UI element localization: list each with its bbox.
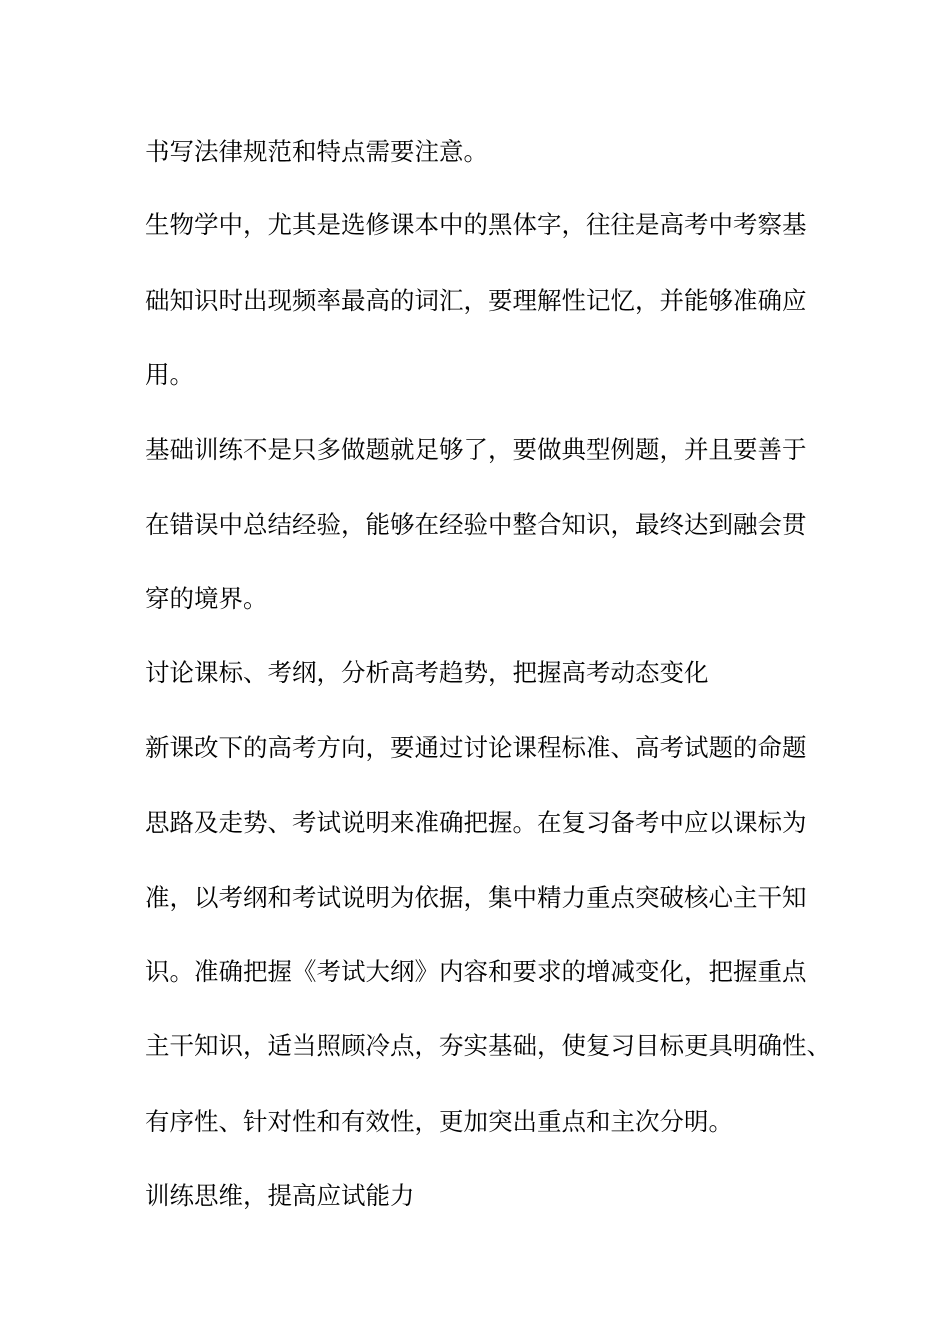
text-line: 有序性、针对性和有效性，更加突出重点和主次分明。 <box>145 1107 733 1136</box>
text-line: 基础训练不是只多做题就足够了，要做典型例题，并且要善于 <box>145 435 807 464</box>
section-heading: 训练思维，提高应试能力 <box>145 1181 415 1210</box>
text-line: 在错误中总结经验，能够在经验中整合知识，最终达到融会贯 <box>145 510 807 539</box>
text-line: 穿的境界。 <box>145 584 268 613</box>
text-line: 书写法律规范和特点需要注意。 <box>145 137 488 166</box>
text-line: 主干知识，适当照顾冷点，夯实基础，使复习目标更具明确性、 <box>145 1031 831 1060</box>
text-line: 生物学中，尤其是选修课本中的黑体字，往往是高考中考察基 <box>145 210 807 239</box>
text-line: 础知识时出现频率最高的词汇，要理解性记忆，并能够准确应 <box>145 286 807 315</box>
text-line: 准，以考纲和考试说明为依据，集中精力重点突破核心主干知 <box>145 883 807 912</box>
text-line: 用。 <box>145 360 194 389</box>
text-line: 识。准确把握《考试大纲》内容和要求的增减变化，把握重点 <box>145 957 807 986</box>
section-heading: 讨论课标、考纲，分析高考趋势，把握高考动态变化 <box>145 658 709 687</box>
text-line: 新课改下的高考方向，要通过讨论课程标准、高考试题的命题 <box>145 733 807 762</box>
text-line: 思路及走势、考试说明来准确把握。在复习备考中应以课标为 <box>145 808 807 837</box>
